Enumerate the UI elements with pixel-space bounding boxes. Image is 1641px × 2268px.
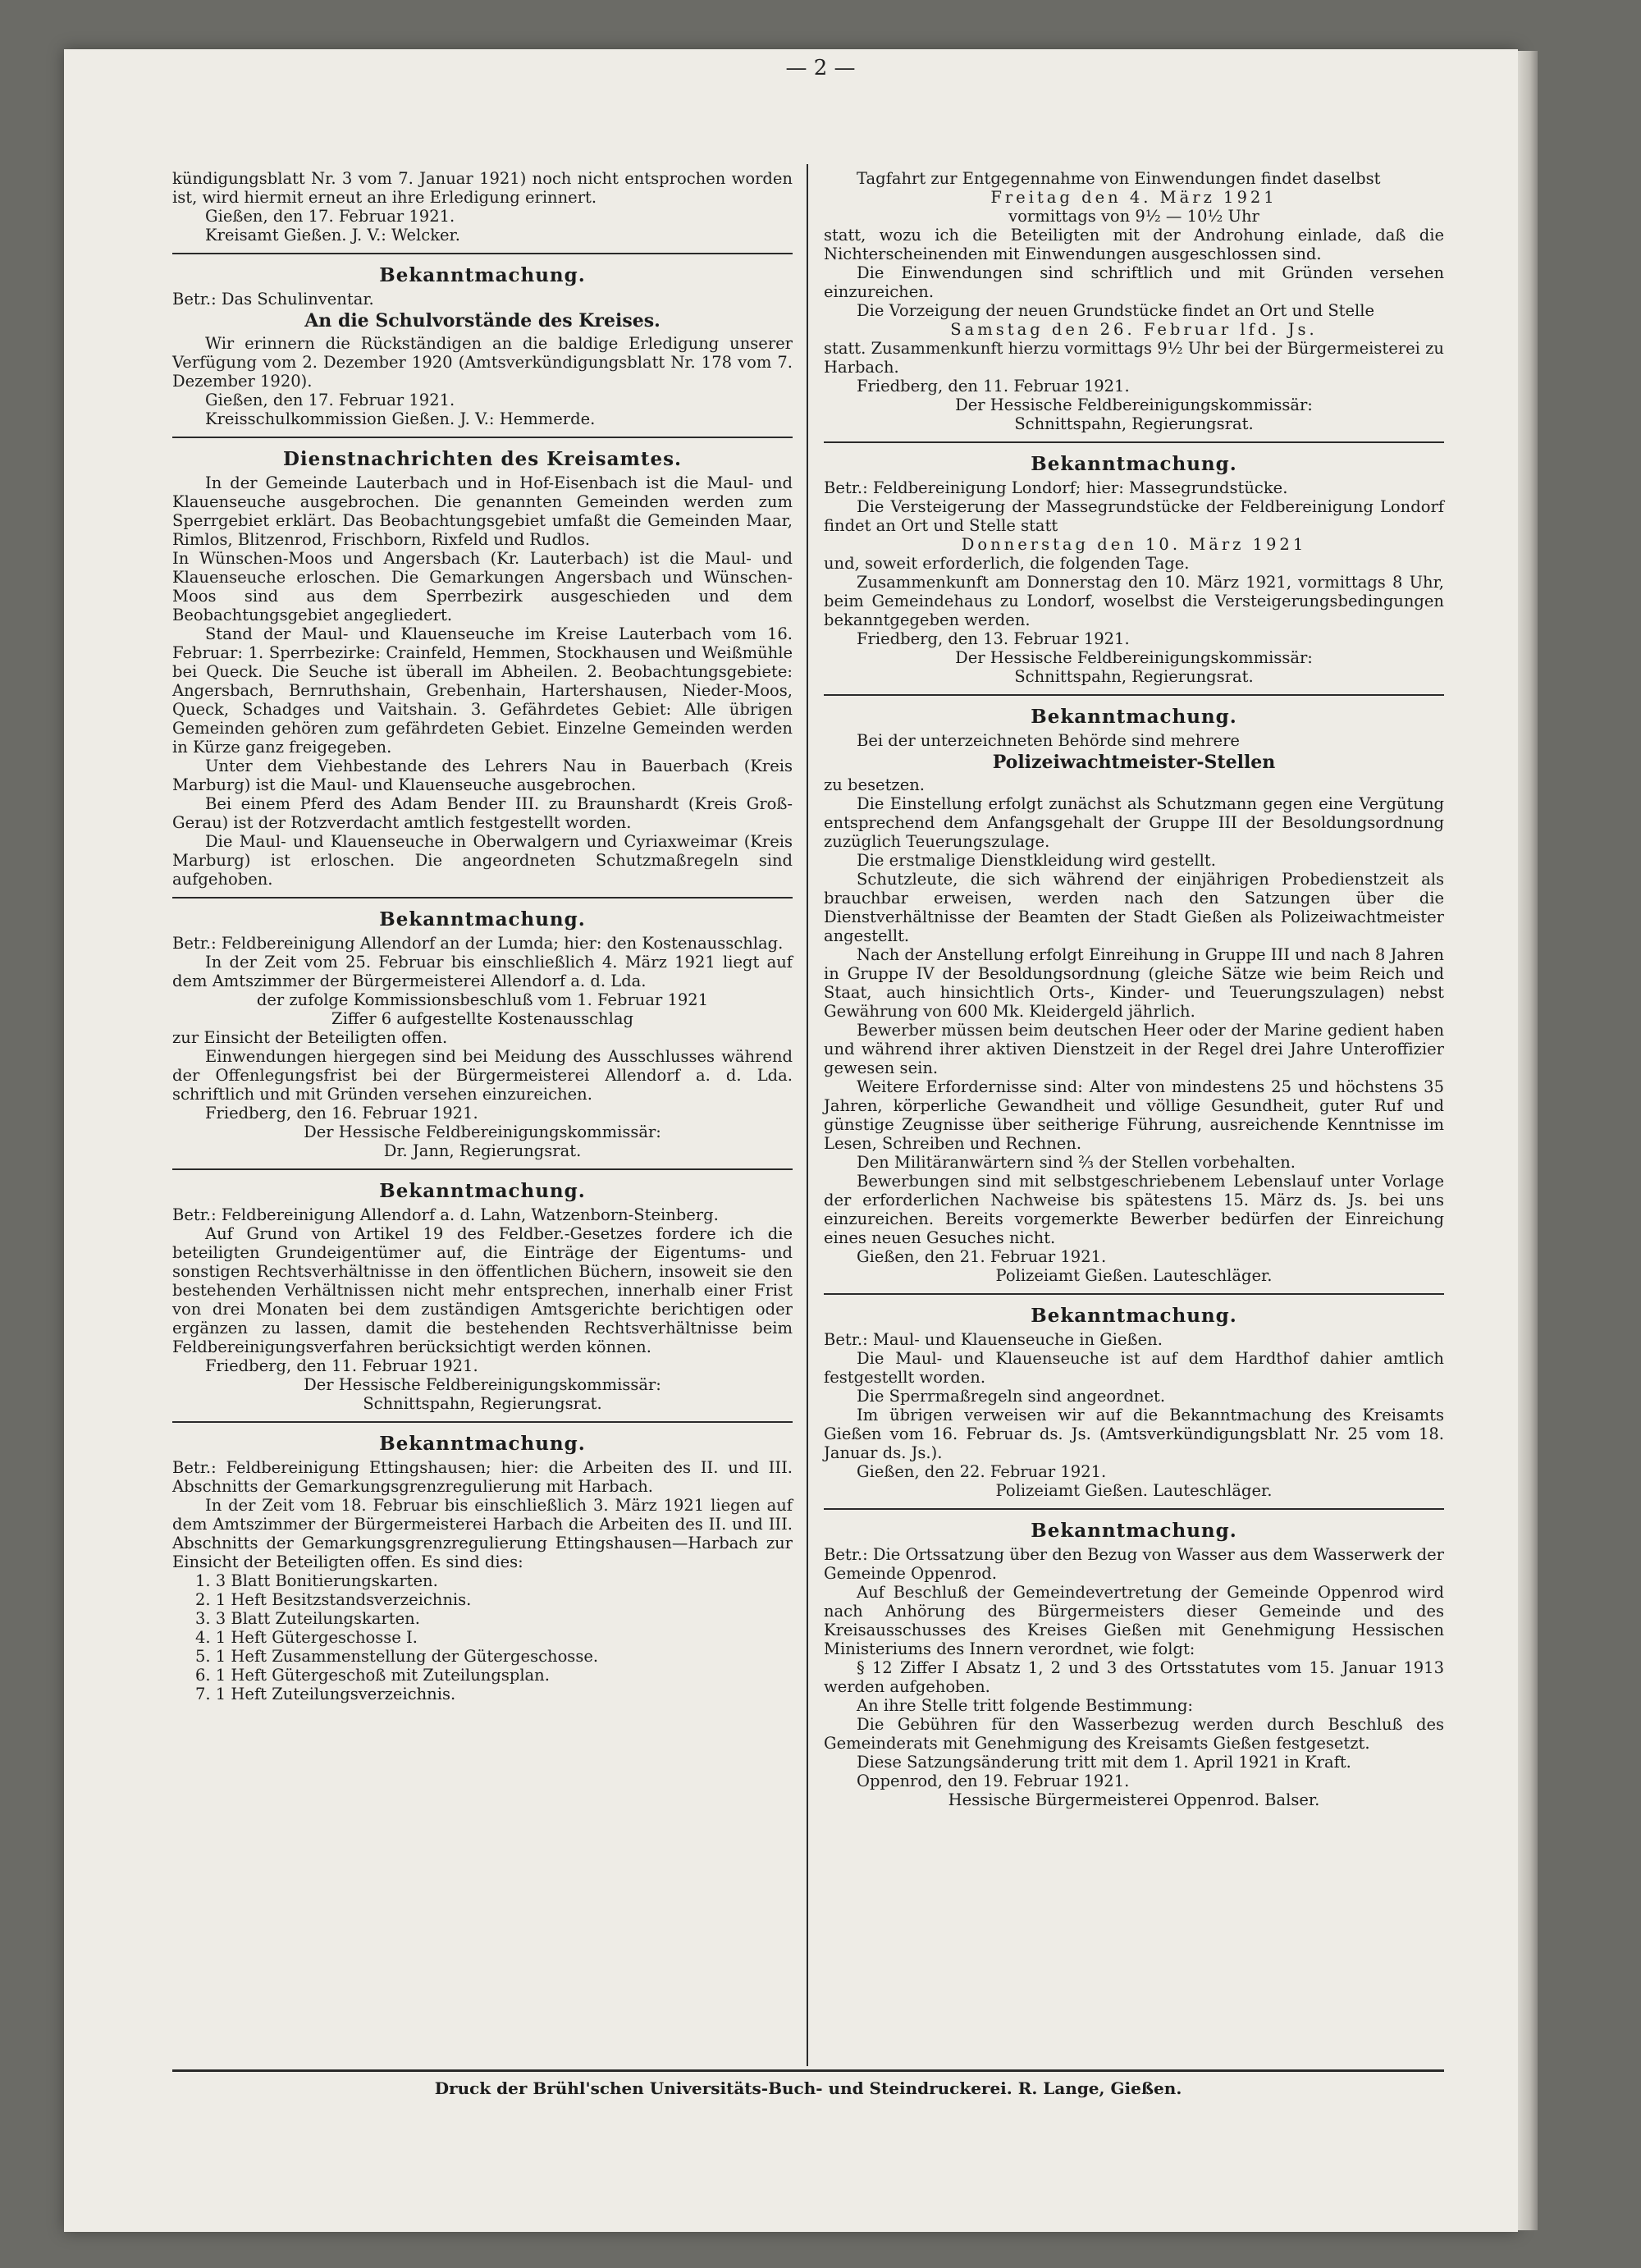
- notice-paragraph: Den Militäranwärtern sind ⅔ der Stellen vorbehalten.: [857, 1153, 1296, 1172]
- notice-subject: Betr.: Feldbereinigung Londorf; hier: Massegrundstücke.: [824, 478, 1288, 497]
- notice-paragraph: Die Maul- und Klauenseuche ist auf dem Hardthof dahier amtlich festgestellt worden.: [824, 1349, 1444, 1387]
- notice-signature: Polizeiamt Gießen. Lauteschläger.: [995, 1266, 1273, 1285]
- intro-date: Gießen, den 17. Februar 1921.: [205, 207, 455, 226]
- notice-paragraph: Nach der Anstellung erfolgt Einreihung in Gruppe III und nach 8 Jahren in Gruppe IV der Besoldungsordnung (gleiche Sätze wie beim Reich und Staat, auch hinsichtlich Orts-, Kinder- und Teuerungszulagen) nebst Gewährung von 600 Mk. Kleidergeld jährlich.: [824, 945, 1444, 1021]
- notice-paragraph: Die Sperrmaßregeln sind angeordnet.: [857, 1387, 1166, 1406]
- notice-subject: Betr.: Feldbereinigung Allendorf a. d. Lahn, Watzenborn-Steinberg.: [172, 1205, 719, 1224]
- notice-signature: Schnittspahn, Regierungsrat.: [363, 1394, 602, 1413]
- section-rule: [824, 441, 1444, 443]
- notice-heading: Bekanntmachung.: [1031, 1305, 1237, 1327]
- notice-paragraph: Weitere Erfordernisse sind: Alter von mindestens 25 und höchstens 35 Jahren, körperliche Gewandheit und völlige Gesundheit, guter Ruf und günstige Zeugnisse über seitherige Führung, ausreichende Kenntnisse im Lesen, Schreiben und Rechnen.: [824, 1077, 1444, 1153]
- notice-allendorf-lahn: [172, 1173, 793, 1418]
- notice-signature: Dr. Jann, Regierungsrat.: [383, 1141, 582, 1160]
- notice-centered-line: Freitag den 4. März 1921: [990, 188, 1278, 207]
- notice-paragraph: zu besetzen.: [824, 775, 926, 794]
- notice-paragraph: Die Versteigerung der Massegrundstücke der Feldbereinigung Londorf findet an Ort und Stelle statt: [824, 497, 1444, 535]
- list-item: 3. 3 Blatt Zuteilungskarten.: [195, 1609, 420, 1628]
- notice-paragraph: In Wünschen-Moos und Angersbach (Kr. Lauterbach) ist die Maul- und Klauenseuche erloschen. Die Gemarkungen Angersbach und Wünschen-Moos sind aus dem Sperrbezirk ausgeschieden und dem Beobachtungsgebiet angegliedert.: [172, 549, 793, 624]
- notice-signature: Schnittspahn, Regierungsrat.: [1014, 414, 1254, 433]
- notice-centered-line: Ziffer 6 aufgestellte Kostenausschlag: [331, 1009, 633, 1028]
- notice-paragraph: Bewerbungen sind mit selbstgeschriebenem Lebenslauf unter Vorlage der erforderlichen Nachweise bis spätestens 15. März ds. Js. bei uns einzureichen. Bereits vorgemerkte Bewerber bedürfen der Einreichung eines neuen Gesuches nicht.: [824, 1172, 1444, 1247]
- notice-polizeiwachtmeister: [824, 699, 1444, 1290]
- notice-centered-line: Donnerstag den 10. März 1921: [961, 535, 1307, 554]
- notice-heading: Dienstnachrichten des Kreisamtes.: [282, 448, 683, 470]
- notice-paragraph: In der Zeit vom 18. Februar bis einschließlich 3. März 1921 liegen auf dem Amtszimmer der Bürgermeisterei Harbach die Arbeiten des II. und III. Abschnitts der Gemarkungsgrenzregulierung Ettingshausen—Harbach zur Einsicht der Beteiligten offen. Es sind dies:: [172, 1496, 793, 1571]
- section-rule: [172, 897, 793, 899]
- notice-heading: Bekanntmachung.: [379, 1433, 586, 1455]
- notice-subject: Betr.: Die Ortssatzung über den Bezug von Wasser aus dem Wasserwerk der Gemeinde Oppenrod.: [824, 1545, 1444, 1583]
- notice-subject: Betr.: Feldbereinigung Ettingshausen; hier: die Arbeiten des II. und III. Abschnitts der Gemarkungsgrenzregulierung mit Harbach.: [172, 1458, 793, 1496]
- notice-signature: Der Hessische Feldbereinigungskommissär:: [955, 648, 1313, 667]
- notice-date: Gießen, den 17. Februar 1921.: [205, 391, 455, 409]
- list-item: 6. 1 Heft Gütergeschoß mit Zuteilungsplan.: [195, 1666, 550, 1685]
- page-edge: [1518, 51, 1538, 2230]
- notice-dienstnachrichten: [172, 441, 793, 894]
- notice-subject: Betr.: Maul- und Klauenseuche in Gießen.: [824, 1330, 1163, 1349]
- notice-paragraph: In der Zeit vom 25. Februar bis einschließlich 4. März 1921 liegt auf dem Amtszimmer der Bürgermeisterei Allendorf a. d. Lda.: [172, 953, 793, 990]
- notice-signature: Schnittspahn, Regierungsrat.: [1014, 667, 1254, 686]
- notice-heading: Bekanntmachung.: [379, 908, 586, 931]
- printer-footer: [172, 2066, 1444, 2098]
- list-item: 7. 1 Heft Zuteilungsverzeichnis.: [195, 1685, 456, 1703]
- notice-date: Friedberg, den 11. Februar 1921.: [205, 1356, 478, 1375]
- notice-paragraph: In der Gemeinde Lauterbach und in Hof-Eisenbach ist die Maul- und Klauenseuche ausgebrochen. Die genannten Gemeinden werden zum Sperrgebiet erklärt. Das Beobachtungsgebiet umfaßt die Gemeinden Maar, Rimlos, Blitzenrod, Frischborn, Rixfeld und Rudlos.: [172, 473, 793, 549]
- section-rule: [172, 1421, 793, 1423]
- notice-signature: Kreisschulkommission Gießen. J. V.: Hemmerde.: [205, 409, 596, 428]
- notice-signature: Hessische Bürgermeisterei Oppenrod. Balser.: [948, 1790, 1320, 1809]
- notice-ettingshausen: [172, 1426, 793, 1708]
- list-item: 5. 1 Heft Zusammenstellung der Gütergeschosse.: [195, 1647, 599, 1666]
- notice-signature: Polizeiamt Gießen. Lauteschläger.: [995, 1481, 1273, 1500]
- notice-paragraph: Stand der Maul- und Klauenseuche im Kreise Lauterbach vom 16. Februar: 1. Sperrbezirke: Crainfeld, Hemmen, Stockhausen und Weißmühle bei Queck. Die Seuche ist überall im Abheilen. 2. Beobachtungsgebiete: Angersbach, Bernruthshain, Grebenhain, Hartershausen, Nieder-Moos, Queck, Schadges und Vaitshain. 3. Gefährdetes Gebiet: Alle übrigen Gemeinden gehören zum gefährdeten Gebiet. Einzelne Gemeinden werden in Kürze ganz freigegeben.: [172, 624, 793, 757]
- notice-paragraph: Tagfahrt zur Entgegennahme von Einwendungen findet daselbst: [857, 169, 1381, 188]
- notice-paragraph: Im übrigen verweisen wir auf die Bekanntmachung des Kreisamts Gießen vom 16. Februar ds. Js. (Amtsverkündigungsblatt Nr. 25 vom 18. Januar ds. Js.).: [824, 1406, 1444, 1462]
- section-rule: [172, 253, 793, 254]
- list-item: 2. 1 Heft Besitzstandsverzeichnis.: [195, 1590, 472, 1609]
- notice-paragraph: Bei der unterzeichneten Behörde sind mehrere: [857, 731, 1240, 750]
- notice-paragraph: Zusammenkunft am Donnerstag den 10. März 1921, vormittags 8 Uhr, beim Gemeindehaus zu Londorf, woselbst die Versteigerungsbedingungen bekanntgegeben werden.: [824, 573, 1444, 629]
- column-divider: [807, 164, 808, 2066]
- notice-paragraph: Unter dem Viehbestande des Lehrers Nau in Bauerbach (Kreis Marburg) ist die Maul- und Klauenseuche ausgebrochen.: [172, 757, 793, 794]
- notice-signature: Der Hessische Feldbereinigungskommissär:: [955, 396, 1313, 414]
- notice-paragraph: Die Gebühren für den Wasserbezug werden durch Beschluß des Gemeinderats mit Genehmigung des Kreisamts Gießen festgesetzt.: [824, 1715, 1444, 1753]
- notice-paragraph: Auf Beschluß der Gemeindevertretung der Gemeinde Oppenrod wird nach Anhörung des Bürgermeisters dieser Gemeinde und des Kreisausschusses des Kreises Gießen mit Genehmigung Hessischen Ministeriums des Innern verordnet, wie folgt:: [824, 1583, 1444, 1658]
- notice-date: Friedberg, den 16. Februar 1921.: [205, 1104, 478, 1123]
- notice-paragraph: Bei einem Pferd des Adam Bender III. zu Braunshardt (Kreis Groß-Gerau) ist der Rotzverdacht amtlich festgestellt worden.: [172, 794, 793, 832]
- intro-continuation: [824, 164, 1444, 438]
- notice-heading: Bekanntmachung.: [1031, 706, 1237, 728]
- notice-paragraph: An ihre Stelle tritt folgende Bestimmung:: [857, 1696, 1194, 1715]
- intro-text: kündigungsblatt Nr. 3 vom 7. Januar 1921) noch nicht entsprochen worden ist, wird hiermit erneut an ihre Erledigung erinnert.: [172, 169, 793, 207]
- notice-centered-line: vormittags von 9½ — 10½ Uhr: [1008, 207, 1259, 226]
- notice-oppenrod: [824, 1513, 1444, 1814]
- notice-subject: Betr.: Das Schulinventar.: [172, 290, 374, 309]
- notice-paragraph: Bewerber müssen beim deutschen Heer oder der Marine gedient haben und während ihrer aktiven Dienstzeit in der Regel drei Jahre Unteroffizier gewesen sein.: [824, 1021, 1444, 1077]
- section-rule: [824, 694, 1444, 696]
- notice-subheading: Polizeiwachtmeister-Stellen: [992, 752, 1276, 773]
- notice-date: Gießen, den 22. Februar 1921.: [857, 1462, 1107, 1481]
- notice-signature: Der Hessische Feldbereinigungskommissär:: [304, 1123, 661, 1141]
- notice-londorf: [824, 446, 1444, 691]
- notice-heading: Bekanntmachung.: [379, 1180, 586, 1202]
- section-rule: [824, 1508, 1444, 1510]
- notice-paragraph: § 12 Ziffer I Absatz 1, 2 und 3 des Ortsstatutes vom 15. Januar 1913 werden aufgehoben.: [824, 1658, 1444, 1696]
- notice-paragraph: Die Einstellung erfolgt zunächst als Schutzmann gegen eine Vergütung entsprechend dem Anfangsgehalt der Gruppe III der Besoldungsordnung zuzüglich Teuerungszulage.: [824, 794, 1444, 851]
- notice-paragraph: Auf Grund von Artikel 19 des Feldber.-Gesetzes fordere ich die beteiligten Grundeigentümer auf, die Einträge der Eigentums- und sonstigen Rechtsverhältnisse in den öffentlichen Büchern, insoweit sie den bestehenden Verhältnissen nicht mehr entsprechen, innerhalb einer Frist von drei Monaten bei dem zuständigen Amtsgerichte berichtigen oder ergänzen zu lassen, damit die bestehenden Rechtsverhältnisse beim Feldbereinigungsverfahren berücksichtigt werden können.: [172, 1224, 793, 1356]
- notice-paragraph: Die Einwendungen sind schriftlich und mit Gründen versehen einzureichen.: [824, 263, 1444, 301]
- notice-body: Wir erinnern die Rückständigen an die baldige Erledigung unserer Verfügung vom 2. Dezember 1920 (Amtsverkündigungsblatt Nr. 178 vom 7. Dezember 1920).: [172, 334, 793, 391]
- notice-heading: Bekanntmachung.: [1031, 453, 1237, 475]
- notice-paragraph: Die Maul- und Klauenseuche in Oberwalgern und Cyriaxweimar (Kreis Marburg) ist erloschen. Die angeordneten Schutzmaßregeln sind aufgehoben.: [172, 832, 793, 889]
- printer-imprint: Druck der Brühl'schen Universitäts-Buch- und Steindruckerei. R. Lange, Gießen.: [434, 2078, 1182, 2098]
- section-rule: [172, 1168, 793, 1170]
- intro-notice: [172, 164, 793, 249]
- list-item: 1. 3 Blatt Bonitierungskarten.: [195, 1571, 438, 1590]
- notice-paragraph: statt. Zusammenkunft hierzu vormittags 9½ Uhr bei der Bürgermeisterei zu Harbach.: [824, 339, 1444, 377]
- notice-date: Friedberg, den 11. Februar 1921.: [857, 377, 1130, 396]
- notice-seuche-giessen: [824, 1298, 1444, 1505]
- page-number: — 2 —: [785, 56, 856, 80]
- notice-subject: Betr.: Feldbereinigung Allendorf an der Lumda; hier: den Kostenausschlag.: [172, 934, 784, 953]
- notice-paragraph: zur Einsicht der Beteiligten offen.: [172, 1028, 448, 1047]
- document-list: [172, 1571, 793, 1703]
- notice-paragraph: Die erstmalige Dienstkleidung wird gestellt.: [857, 851, 1216, 870]
- section-rule: [172, 437, 793, 438]
- notice-paragraph: Die Vorzeigung der neuen Grundstücke findet an Ort und Stelle: [857, 301, 1375, 320]
- notice-paragraph: und, soweit erforderlich, die folgenden Tage.: [824, 554, 1190, 573]
- notice-date: Gießen, den 21. Februar 1921.: [857, 1247, 1107, 1266]
- list-item: 4. 1 Heft Gütergeschosse I.: [195, 1628, 418, 1647]
- intro-signature: Kreisamt Gießen. J. V.: Welcker.: [205, 226, 460, 245]
- footer-rule: [172, 2069, 1444, 2072]
- notice-schulinventar: [172, 258, 793, 433]
- notice-heading: Bekanntmachung.: [1031, 1520, 1237, 1542]
- left-column: [172, 164, 793, 1708]
- notice-signature: Der Hessische Feldbereinigungskommissär:: [304, 1375, 661, 1394]
- notice-paragraph: Diese Satzungsänderung tritt mit dem 1. April 1921 in Kraft.: [857, 1753, 1351, 1772]
- notice-centered-line: der zufolge Kommissionsbeschluß vom 1. Februar 1921: [256, 990, 709, 1009]
- notice-paragraph: Einwendungen hiergegen sind bei Meidung des Ausschlusses während der Offenlegungsfrist bei der Bürgermeisterei Allendorf a. d. Lda. schriftlich und mit Gründen versehen einzureichen.: [172, 1047, 793, 1104]
- notice-paragraph: Schutzleute, die sich während der einjährigen Probedienstzeit als brauchbar erweisen, werden nach den Satzungen über die Dienstverhältnisse der Beamten der Stadt Gießen als Polizeiwachtmeister angestellt.: [824, 870, 1444, 945]
- notice-allendorf-lumda: [172, 902, 793, 1165]
- notice-centered-line: Samstag den 26. Februar lfd. Js.: [950, 320, 1318, 339]
- section-rule: [824, 1293, 1444, 1295]
- notice-date: Oppenrod, den 19. Februar 1921.: [857, 1772, 1130, 1790]
- notice-date: Friedberg, den 13. Februar 1921.: [857, 629, 1130, 648]
- notice-paragraph: statt, wozu ich die Beteiligten mit der Androhung einlade, daß die Nichterscheinenden mit Einwendungen ausgeschlossen sind.: [824, 226, 1444, 263]
- notice-heading: Bekanntmachung.: [379, 264, 586, 286]
- right-column: [824, 164, 1444, 1814]
- notice-subheading: An die Schulvorstände des Kreises.: [304, 310, 661, 332]
